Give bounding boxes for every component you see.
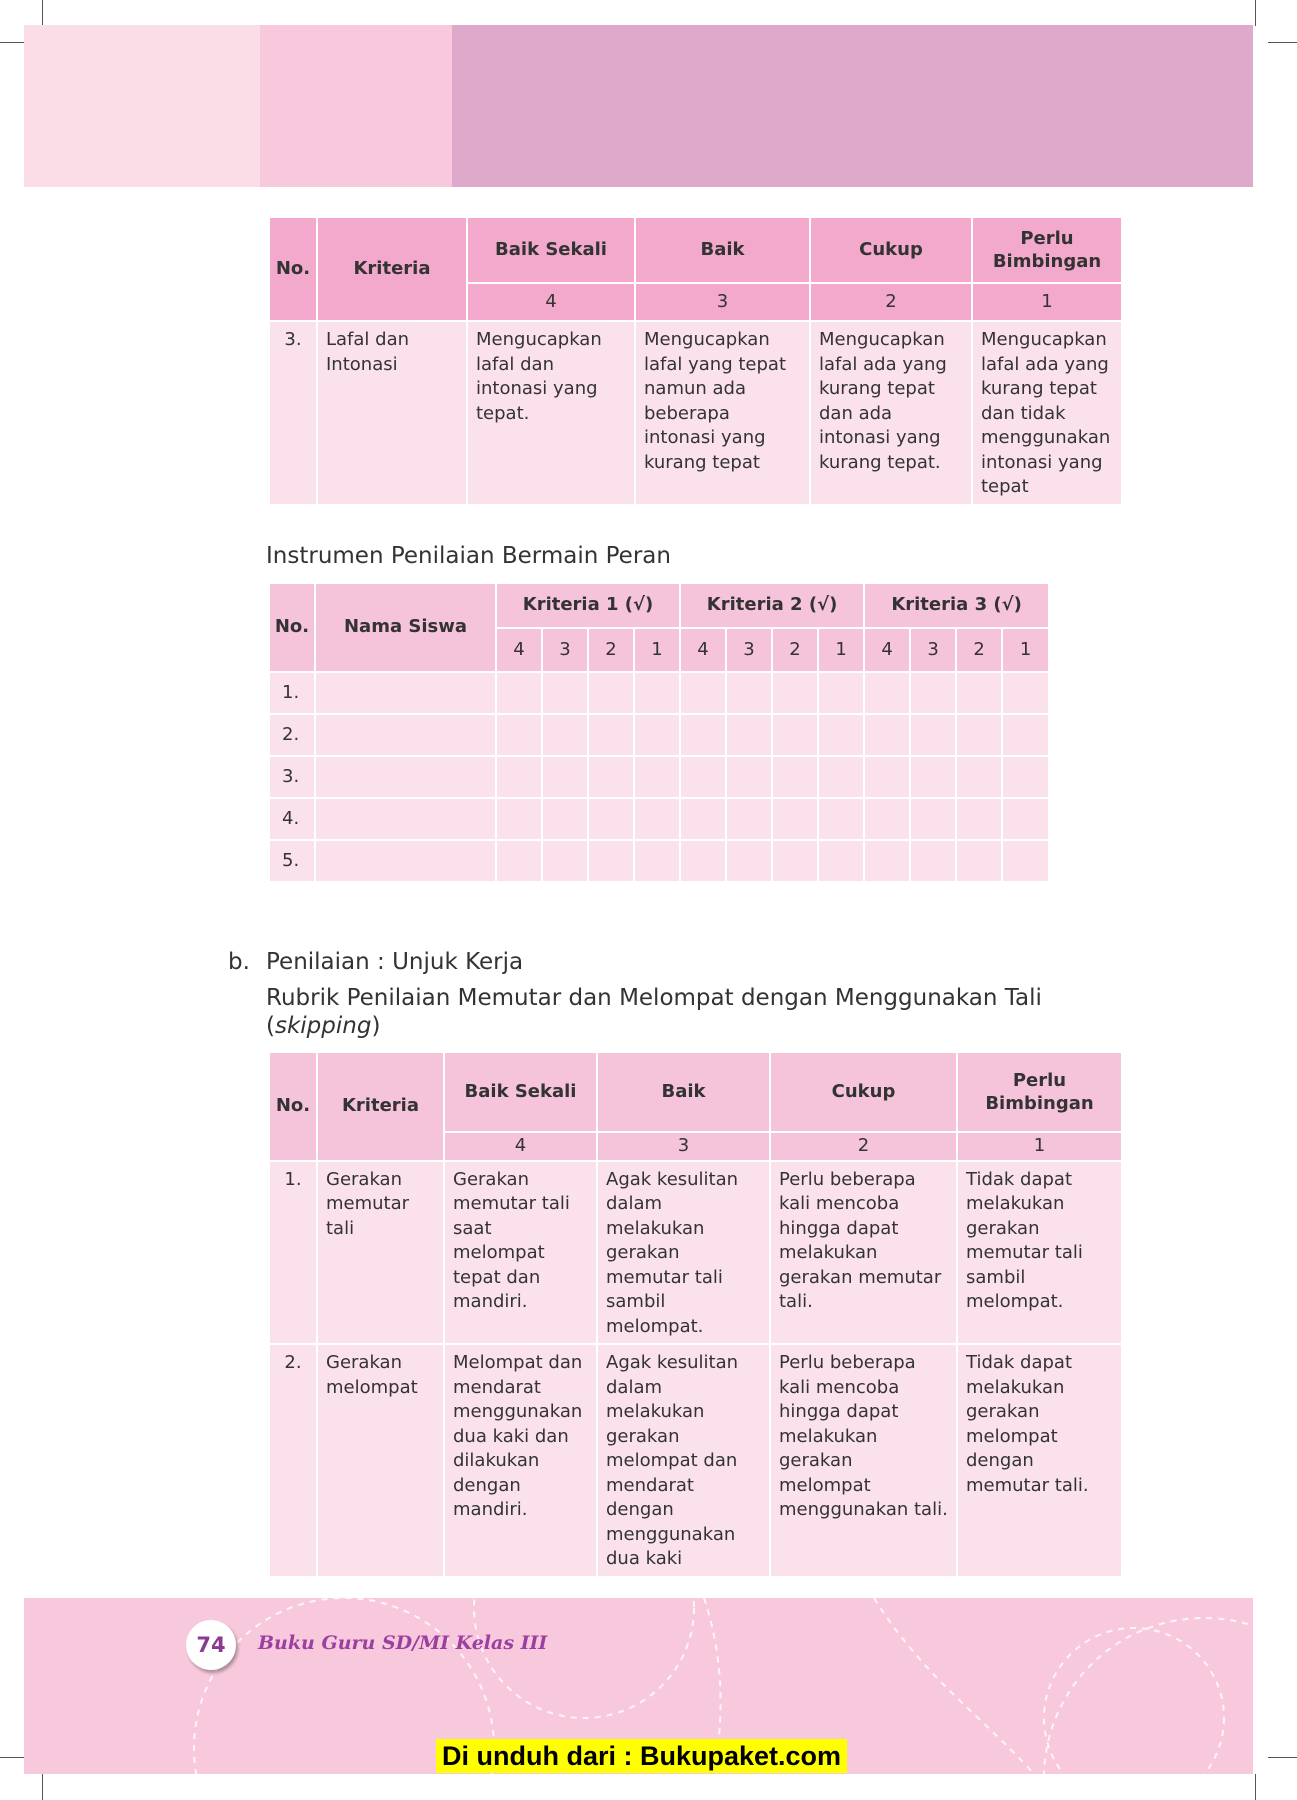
instrument-table (268, 582, 1050, 883)
check-cell[interactable] (496, 714, 542, 756)
student-name-cell[interactable] (315, 756, 496, 798)
check-cell[interactable] (634, 840, 680, 882)
section-title: Penilaian : Unjuk Kerja (266, 949, 524, 975)
score-4: 4 (680, 628, 726, 672)
check-cell[interactable] (1002, 756, 1049, 798)
header-band-dark (452, 25, 1253, 187)
header-kriteria: Kriteria (317, 1052, 444, 1161)
check-cell[interactable] (910, 840, 956, 882)
table-row (269, 840, 1049, 882)
check-cell[interactable] (772, 840, 818, 882)
page-number: 74 (186, 1620, 236, 1670)
check-cell[interactable] (910, 672, 956, 714)
check-cell[interactable] (726, 798, 772, 840)
header-no: No. (269, 1052, 317, 1161)
score-2: 2 (810, 283, 972, 321)
row-kriteria: Gerakan melompat (317, 1344, 444, 1577)
check-cell[interactable] (956, 756, 1002, 798)
check-cell[interactable] (864, 840, 910, 882)
header-kriteria-1: Kriteria 1 (√) (496, 583, 680, 628)
cell-perlu-bimbingan: Tidak dapat melakukan gerakan memutar tali sambil melompat. (957, 1161, 1122, 1345)
check-cell[interactable] (1002, 672, 1049, 714)
check-cell[interactable] (956, 672, 1002, 714)
score-4: 4 (496, 628, 542, 672)
check-cell[interactable] (1002, 840, 1049, 882)
student-name-cell[interactable] (315, 840, 496, 882)
check-cell[interactable] (772, 672, 818, 714)
check-cell[interactable] (726, 672, 772, 714)
score-1: 1 (957, 1132, 1122, 1161)
crop-mark (1268, 1757, 1297, 1758)
row-number: 3. (269, 321, 317, 505)
score-3: 3 (910, 628, 956, 672)
cell-baik: Mengucapkan lafal yang tepat namun ada beberapa intonasi yang kurang tepat (635, 321, 810, 505)
crop-mark (1268, 42, 1297, 43)
row-kriteria: Gerakan memutar tali (317, 1161, 444, 1345)
crop-mark (0, 42, 24, 43)
cell-cukup: Perlu beberapa kali mencoba hingga dapat melakukan gerakan memutar tali. (770, 1161, 957, 1345)
check-cell[interactable] (864, 798, 910, 840)
student-name-cell[interactable] (315, 672, 496, 714)
check-cell[interactable] (680, 798, 726, 840)
instrument-title: Instrumen Penilaian Bermain Peran (266, 543, 671, 569)
table-row (269, 798, 1049, 840)
book-title: Buku Guru SD/MI Kelas III (258, 1632, 548, 1654)
check-cell[interactable] (864, 714, 910, 756)
header-no: No. (269, 583, 315, 672)
header-baik: Baik (597, 1052, 770, 1132)
download-notice: Di unduh dari : Bukupaket.com (436, 1739, 847, 1773)
rubric-table-lafal (268, 216, 1123, 506)
row-kriteria: Lafal dan Intonasi (317, 321, 467, 505)
check-cell[interactable] (542, 756, 588, 798)
check-cell[interactable] (680, 672, 726, 714)
header-kriteria-2: Kriteria 2 (√) (680, 583, 864, 628)
score-4: 4 (864, 628, 910, 672)
score-2: 2 (956, 628, 1002, 672)
table-row (269, 756, 1049, 798)
cell-baik-sekali: Mengucapkan lafal dan intonasi yang tepat. (467, 321, 635, 505)
check-cell[interactable] (588, 840, 634, 882)
header-nama-siswa: Nama Siswa (315, 583, 496, 672)
check-cell[interactable] (588, 798, 634, 840)
check-cell[interactable] (496, 756, 542, 798)
check-cell[interactable] (818, 714, 864, 756)
check-cell[interactable] (772, 798, 818, 840)
row-number: 1. (269, 672, 315, 714)
row-number: 5. (269, 840, 315, 882)
student-name-cell[interactable] (315, 798, 496, 840)
check-cell[interactable] (588, 714, 634, 756)
cell-baik-sekali: Gerakan memutar tali saat melompat tepat dan mandiri. (444, 1161, 597, 1345)
crop-mark (1255, 0, 1256, 26)
check-cell[interactable] (542, 714, 588, 756)
cell-perlu-bimbingan: Mengucapkan lafal ada yang kurang tepat dan tidak menggunakan intonasi yang tepat (972, 321, 1122, 505)
header-band-mid (260, 25, 452, 187)
cell-baik: Agak kesulitan dalam melakukan gerakan melompat dan mendarat dengan menggunakan dua kaki (597, 1344, 770, 1577)
check-cell[interactable] (956, 798, 1002, 840)
check-cell[interactable] (956, 714, 1002, 756)
header-kriteria: Kriteria (317, 217, 467, 321)
student-name-cell[interactable] (315, 714, 496, 756)
check-cell[interactable] (542, 672, 588, 714)
check-cell[interactable] (542, 840, 588, 882)
table-row (269, 1161, 1122, 1345)
row-number: 1. (269, 1161, 317, 1345)
score-4: 4 (444, 1132, 597, 1161)
row-number: 4. (269, 798, 315, 840)
check-cell[interactable] (588, 756, 634, 798)
check-cell[interactable] (634, 672, 680, 714)
cell-perlu-bimbingan: Tidak dapat melakukan gerakan melompat dengan memutar tali. (957, 1344, 1122, 1577)
section-subtitle: Rubrik Penilaian Memutar dan Melompat dengan Menggunakan Tali (skipping) (266, 985, 1042, 1039)
score-3: 3 (542, 628, 588, 672)
check-cell[interactable] (726, 840, 772, 882)
check-cell[interactable] (1002, 714, 1049, 756)
rubric-table-skipping (268, 1051, 1123, 1578)
section-label: b. (228, 949, 250, 975)
check-cell[interactable] (680, 756, 726, 798)
cell-cukup: Perlu beberapa kali mencoba hingga dapat melakukan gerakan melompat menggunakan tali. (770, 1344, 957, 1577)
check-cell[interactable] (588, 672, 634, 714)
score-4: 4 (467, 283, 635, 321)
check-cell[interactable] (680, 840, 726, 882)
header-no: No. (269, 217, 317, 321)
header-kriteria-3: Kriteria 3 (√) (864, 583, 1049, 628)
check-cell[interactable] (726, 756, 772, 798)
check-cell[interactable] (910, 756, 956, 798)
score-3: 3 (726, 628, 772, 672)
header-perlu-bimbingan: Perlu Bimbingan (957, 1052, 1122, 1132)
check-cell[interactable] (864, 672, 910, 714)
score-2: 2 (772, 628, 818, 672)
crop-mark (0, 1757, 24, 1758)
cell-cukup: Mengucapkan lafal ada yang kurang tepat dan ada intonasi yang kurang tepat. (810, 321, 972, 505)
check-cell[interactable] (680, 714, 726, 756)
score-3: 3 (597, 1132, 770, 1161)
cell-baik-sekali: Melompat dan mendarat menggunakan dua kaki dan dilakukan dengan mandiri. (444, 1344, 597, 1577)
table-row (269, 714, 1049, 756)
check-cell[interactable] (634, 714, 680, 756)
subtitle-main: Rubrik Penilaian Memutar dan Melompat dengan Menggunakan Tali (266, 985, 1042, 1011)
row-number: 2. (269, 1344, 317, 1577)
score-1: 1 (634, 628, 680, 672)
table-row (269, 1344, 1122, 1577)
check-cell[interactable] (910, 714, 956, 756)
check-cell[interactable] (634, 798, 680, 840)
check-cell[interactable] (910, 798, 956, 840)
check-cell[interactable] (496, 798, 542, 840)
score-1: 1 (1002, 628, 1049, 672)
check-cell[interactable] (956, 840, 1002, 882)
check-cell[interactable] (818, 840, 864, 882)
check-cell[interactable] (634, 756, 680, 798)
crop-mark (42, 1774, 43, 1800)
row-number: 2. (269, 714, 315, 756)
crop-mark (42, 0, 43, 26)
header-perlu-bimbingan: Perlu Bimbingan (972, 217, 1122, 283)
score-1: 1 (972, 283, 1122, 321)
header-baik: Baik (635, 217, 810, 283)
header-cukup: Cukup (810, 217, 972, 283)
check-cell[interactable] (864, 756, 910, 798)
header-cukup: Cukup (770, 1052, 957, 1132)
row-number: 3. (269, 756, 315, 798)
check-cell[interactable] (818, 672, 864, 714)
score-2: 2 (770, 1132, 957, 1161)
score-1: 1 (818, 628, 864, 672)
table-row (269, 672, 1049, 714)
check-cell[interactable] (542, 798, 588, 840)
cell-baik: Agak kesulitan dalam melakukan gerakan memutar tali sambil melompat. (597, 1161, 770, 1345)
score-2: 2 (588, 628, 634, 672)
check-cell[interactable] (818, 756, 864, 798)
crop-mark (1255, 1774, 1256, 1800)
check-cell[interactable] (496, 672, 542, 714)
check-cell[interactable] (496, 840, 542, 882)
check-cell[interactable] (726, 714, 772, 756)
header-band-light (24, 25, 260, 187)
check-cell[interactable] (818, 798, 864, 840)
score-3: 3 (635, 283, 810, 321)
subtitle-italic: skipping (274, 1013, 372, 1039)
check-cell[interactable] (1002, 798, 1049, 840)
check-cell[interactable] (772, 714, 818, 756)
header-baik-sekali: Baik Sekali (467, 217, 635, 283)
check-cell[interactable] (772, 756, 818, 798)
header-baik-sekali: Baik Sekali (444, 1052, 597, 1132)
